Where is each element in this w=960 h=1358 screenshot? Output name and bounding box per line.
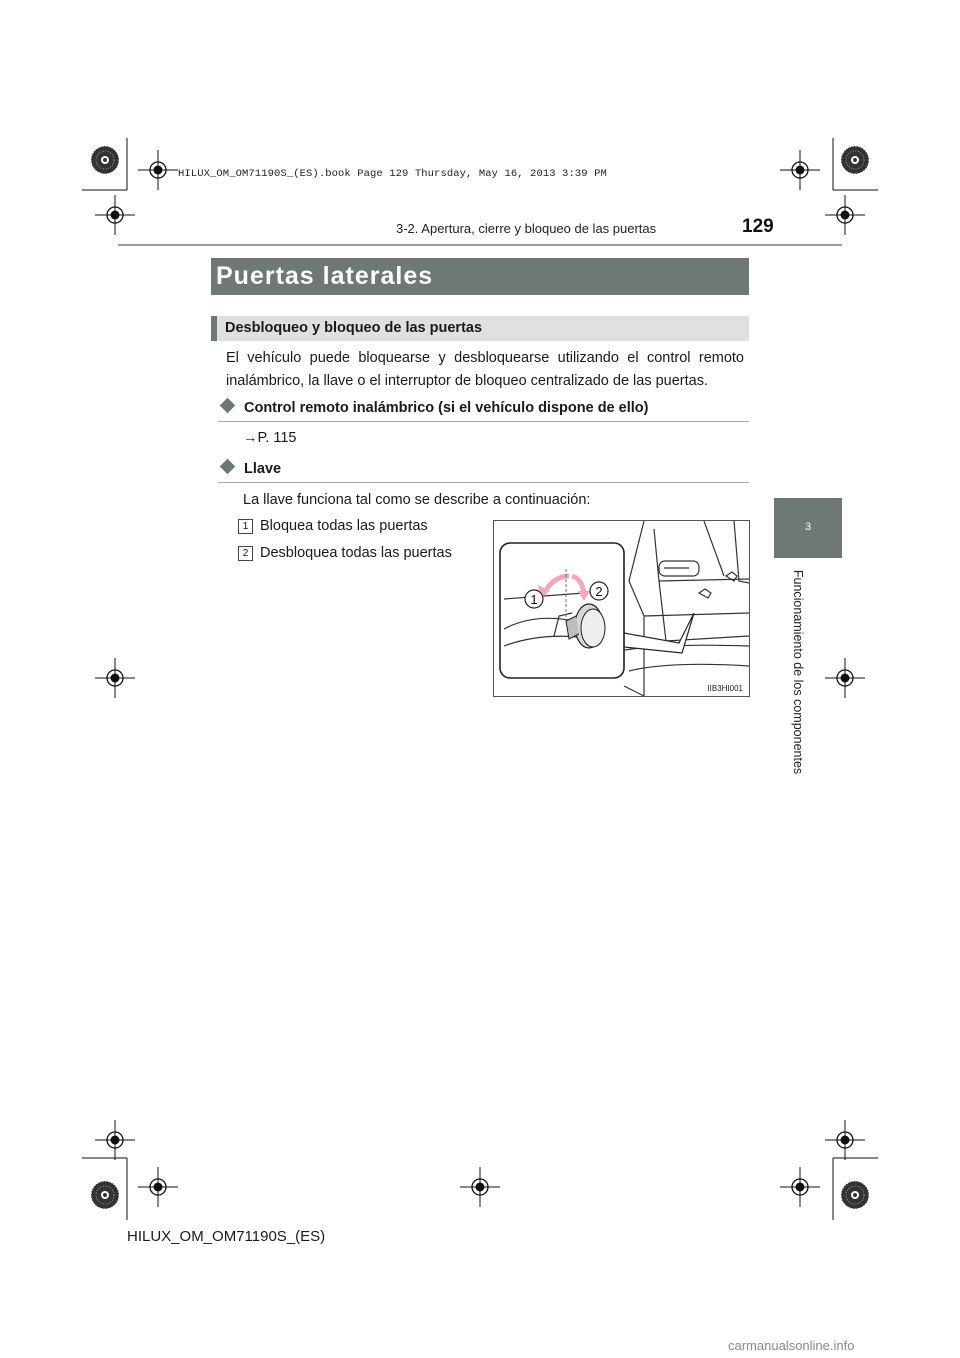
callout-1: 1 [530, 592, 538, 607]
list-item-label: Desbloquea todas las puertas [260, 545, 452, 561]
main-title-bar [211, 258, 749, 295]
heading-key-text: Llave [244, 461, 282, 477]
chapter-label-wrap [738, 565, 858, 779]
callout-2: 2 [595, 584, 603, 599]
heading-key [218, 460, 281, 478]
header-divider [118, 244, 842, 246]
page-number: 129 [742, 216, 774, 237]
diamond-bullet-icon [220, 398, 236, 414]
list-item [238, 544, 452, 562]
list-item-label: Bloquea todas las puertas [260, 518, 428, 534]
chapter-number: 3 [804, 521, 812, 533]
subtitle-bar [211, 316, 749, 341]
item-number-badge: 1 [238, 519, 253, 534]
section-subtitle: Desbloqueo y bloqueo de las puertas [225, 320, 483, 336]
chapter-tab [774, 498, 842, 558]
key-lock-illustration [493, 520, 750, 697]
header-section-title: 3-2. Apertura, cierre y bloqueo de las puertas [396, 221, 657, 236]
item-number-badge: 2 [238, 546, 253, 561]
footer-code: HILUX_OM_OM71190S_(ES) [127, 1228, 326, 1245]
page-title: Puertas laterales [216, 262, 434, 290]
heading-remote [218, 399, 648, 417]
watermark: carmanualsonline.info [728, 1338, 855, 1353]
key-description: La llave funciona tal como se describe a continuación: [243, 492, 591, 508]
chapter-label: Funcionamiento de los componentes [791, 569, 805, 775]
heading-key-rule [218, 482, 749, 483]
heading-remote-text: Control remoto inalámbrico (si el vehículo dispone de ello) [244, 400, 649, 416]
figure-code: IIB3HI001 [707, 684, 743, 693]
door-key-drawing [494, 521, 749, 696]
intro-paragraph: El vehículo puede bloquearse y desbloquearse utilizando el control remoto inalámbrico, la llave o el interruptor de bloqueo centralizado de las puertas. [226, 350, 744, 389]
list-item [238, 517, 428, 535]
diamond-bullet-icon [220, 459, 236, 475]
heading-remote-rule [218, 421, 749, 422]
page-reference: →P. 115 [243, 430, 297, 446]
book-meta-line: HILUX_OM_OM71190S_(ES).book Page 129 Thursday, May 16, 2013 3:39 PM [178, 168, 607, 180]
subtitle-accent [211, 316, 217, 341]
